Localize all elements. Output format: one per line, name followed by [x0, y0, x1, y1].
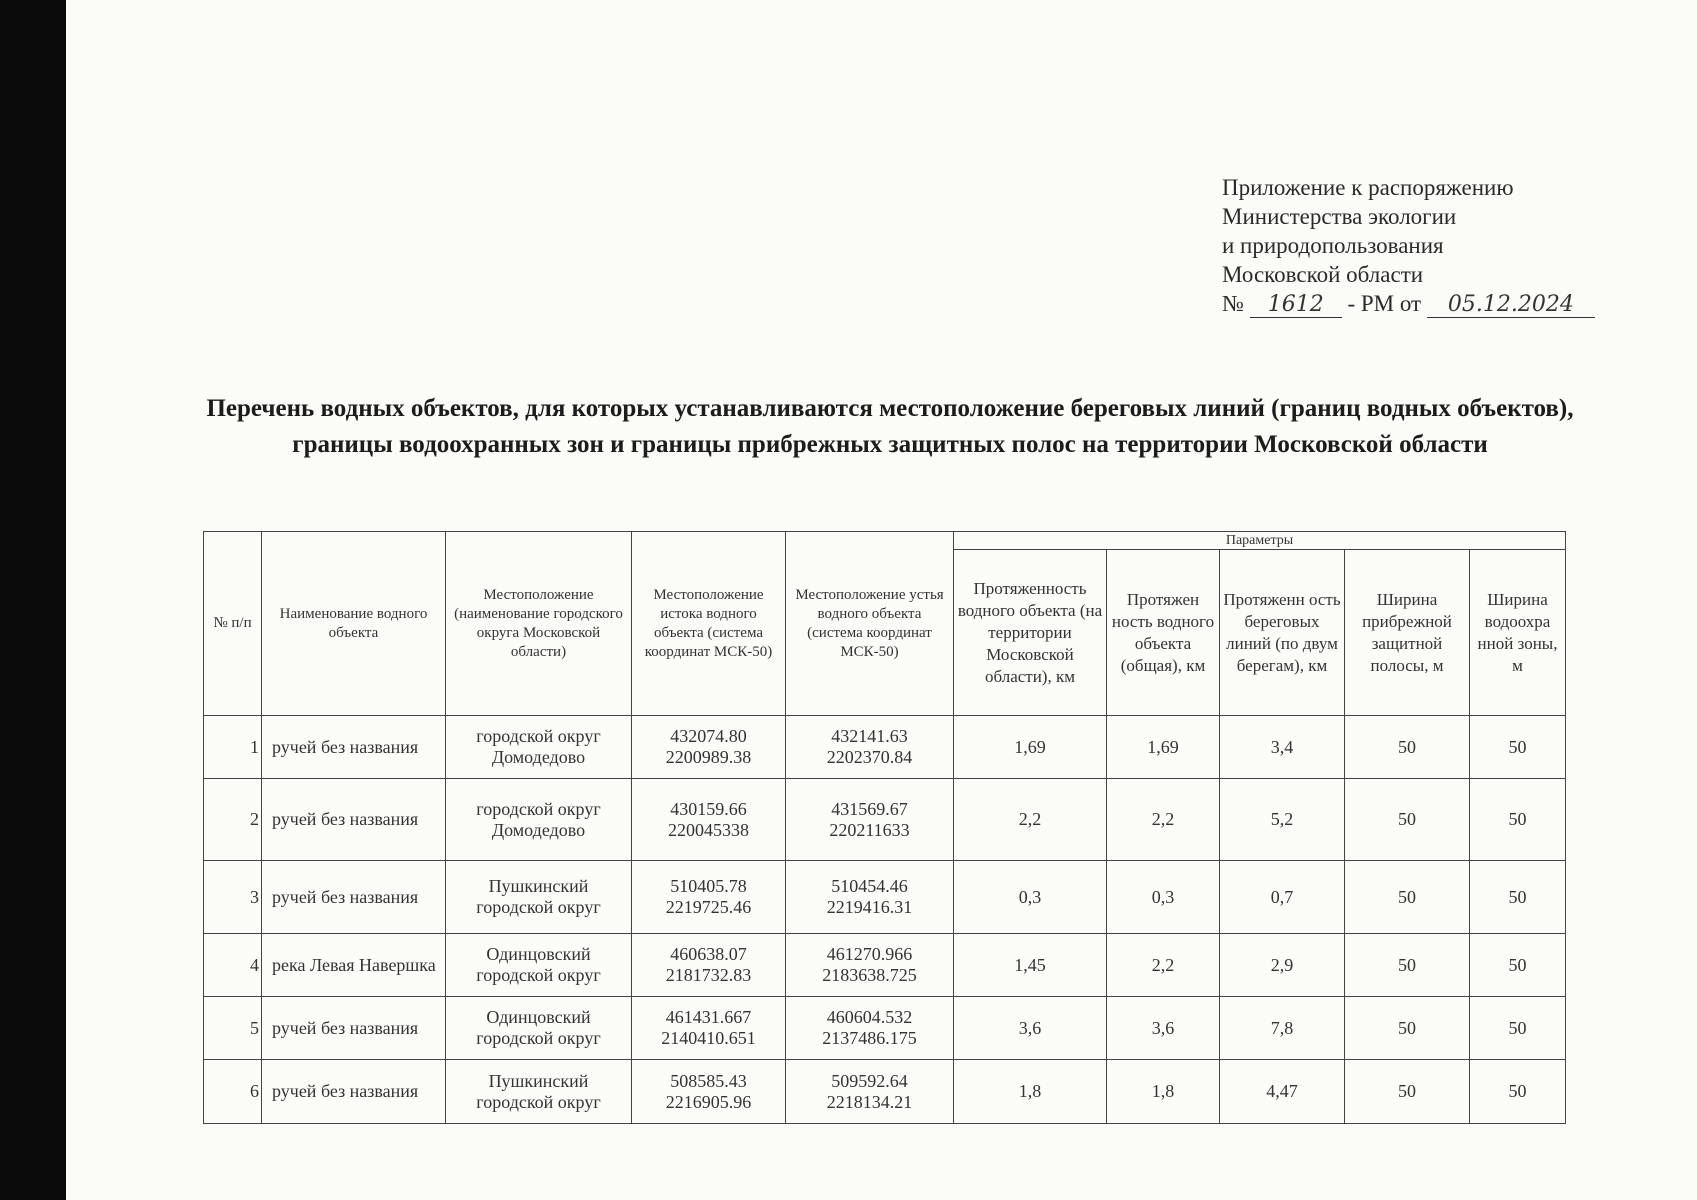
mouth-y: 2218134.21: [826, 1091, 913, 1112]
appendix-line-3: и природопользования: [1222, 233, 1444, 258]
row-location: Одинцовский городской округ: [446, 934, 632, 997]
row-index: 4: [204, 934, 262, 997]
scan-dark-edge: [0, 0, 66, 1200]
mouth-x: 432141.63: [831, 726, 908, 746]
header-name: Наименование водного объекта: [262, 532, 446, 716]
rm-label: - РМ от: [1347, 291, 1422, 316]
mouth-x: 461270.966: [826, 944, 913, 964]
row-index: 5: [204, 997, 262, 1060]
table-row: [204, 716, 1566, 779]
row-index: 2: [204, 779, 262, 861]
row-coastal-strip: 50: [1345, 997, 1470, 1060]
row-source: [632, 861, 786, 934]
row-protection-zone: 50: [1470, 779, 1566, 861]
row-source: [632, 997, 786, 1060]
row-location: Одинцовский городской округ: [446, 997, 632, 1060]
appendix-line-4: Московской области: [1222, 262, 1424, 287]
row-protection-zone: 50: [1470, 997, 1566, 1060]
source-x: 432074.80: [670, 726, 747, 746]
row-shoreline: 2,9: [1220, 934, 1345, 997]
mouth-y: 2202370.84: [826, 747, 913, 767]
appendix-order-line: [1222, 289, 1662, 318]
source-y: 2216905.96: [665, 1091, 752, 1112]
row-shoreline: 3,4: [1220, 716, 1345, 779]
row-index: 3: [204, 861, 262, 934]
row-length-total: 0,3: [1107, 861, 1220, 934]
row-length-total: 1,69: [1107, 716, 1220, 779]
row-length-region: 1,69: [954, 716, 1107, 779]
row-protection-zone: 50: [1470, 1060, 1566, 1124]
source-x: 461431.667: [665, 1007, 752, 1027]
row-length-total: 1,8: [1107, 1060, 1220, 1124]
table-row: [204, 1060, 1566, 1124]
row-location: Пушкинский городской округ: [446, 861, 632, 934]
header-length-region: Протяженность водного объекта (на территории Московской области), км: [954, 550, 1107, 716]
source-y: 2140410.651: [661, 1028, 756, 1048]
number-sign: №: [1222, 291, 1244, 316]
appendix-header: [1222, 173, 1662, 318]
row-location: городской округ Домодедово: [446, 716, 632, 779]
row-coastal-strip: 50: [1345, 861, 1470, 934]
source-x: 510405.78: [670, 876, 747, 896]
table-row: [204, 934, 1566, 997]
header-mouth: Местоположение устья водного объекта (система координат МСК-50): [786, 532, 954, 716]
row-length-total: 2,2: [1107, 934, 1220, 997]
header-protection-zone: Ширина водоохра нной зоны, м: [1470, 550, 1566, 716]
row-length-total: 3,6: [1107, 997, 1220, 1060]
header-length-total: Протяжен ность водного объекта (общая), км: [1107, 550, 1220, 716]
source-y: 2181732.83: [665, 965, 752, 985]
header-shoreline: Протяженн ость береговых линий (по двум берегам), км: [1220, 550, 1345, 716]
mouth-x: 509592.64: [831, 1070, 908, 1091]
table-row: [204, 997, 1566, 1060]
row-source: [632, 934, 786, 997]
row-name: река Левая Навершка: [262, 934, 446, 997]
row-mouth: [786, 716, 954, 779]
row-coastal-strip: 50: [1345, 716, 1470, 779]
row-name: ручей без названия: [262, 861, 446, 934]
row-coastal-strip: 50: [1345, 779, 1470, 861]
source-y: 2219725.46: [665, 897, 752, 917]
source-x: 508585.43: [670, 1070, 747, 1091]
row-index: 6: [204, 1060, 262, 1124]
mouth-y: 2183638.725: [822, 965, 917, 985]
row-index: 1: [204, 716, 262, 779]
row-coastal-strip: 50: [1345, 934, 1470, 997]
row-length-region: 0,3: [954, 861, 1107, 934]
row-name: ручей без названия: [262, 1060, 446, 1124]
row-coastal-strip: 50: [1345, 1060, 1470, 1124]
row-shoreline: 5,2: [1220, 779, 1345, 861]
row-mouth: [786, 934, 954, 997]
row-name: ручей без названия: [262, 716, 446, 779]
row-mouth: [786, 997, 954, 1060]
document-title: Перечень водных объектов, для которых устанавливаются местоположение береговых линий (границ водных объектов), границы водоохранных зон и границы прибрежных защитных полос на территории Московской области: [206, 395, 1574, 458]
row-protection-zone: 50: [1470, 716, 1566, 779]
header-source: Местоположение истока водного объекта (система координат МСК-50): [632, 532, 786, 716]
row-length-region: 1,45: [954, 934, 1107, 997]
header-parameters: Параметры: [954, 532, 1566, 550]
water-objects-table: [203, 531, 1566, 1124]
source-x: 430159.66: [670, 798, 747, 819]
table-row: [204, 861, 1566, 934]
handwritten-order-number: 1612: [1250, 293, 1342, 318]
row-location: Пушкинский городской округ: [446, 1060, 632, 1124]
row-protection-zone: 50: [1470, 861, 1566, 934]
row-name: ручей без названия: [262, 779, 446, 861]
row-length-total: 2,2: [1107, 779, 1220, 861]
mouth-x: 460604.532: [826, 1007, 913, 1027]
table-row: [204, 779, 1566, 861]
row-source: [632, 716, 786, 779]
row-shoreline: 0,7: [1220, 861, 1345, 934]
source-y: 2200989.38: [665, 747, 752, 767]
row-mouth: [786, 1060, 954, 1124]
row-name: ручей без названия: [262, 997, 446, 1060]
row-location: городской округ Домодедово: [446, 779, 632, 861]
appendix-line-1: Приложение к распоряжению: [1222, 175, 1514, 200]
row-mouth: [786, 779, 954, 861]
row-mouth: [786, 861, 954, 934]
header-row-top: [204, 532, 1566, 550]
header-location: Местоположение (наименование городского округа Московской области): [446, 532, 632, 716]
row-shoreline: 4,47: [1220, 1060, 1345, 1124]
mouth-y: 2219416.31: [826, 897, 913, 917]
mouth-y: 220211633: [829, 819, 910, 840]
row-source: [632, 1060, 786, 1124]
row-length-region: 1,8: [954, 1060, 1107, 1124]
source-x: 460638.07: [670, 944, 747, 964]
appendix-line-2: Министерства экологии: [1222, 204, 1457, 229]
source-y: 220045338: [668, 819, 749, 840]
row-length-region: 2,2: [954, 779, 1107, 861]
header-coastal-strip: Ширина прибрежной защитной полосы, м: [1345, 550, 1470, 716]
row-shoreline: 7,8: [1220, 997, 1345, 1060]
handwritten-order-date: 05.12.2024: [1427, 293, 1595, 318]
row-source: [632, 779, 786, 861]
row-length-region: 3,6: [954, 997, 1107, 1060]
mouth-y: 2137486.175: [822, 1028, 917, 1048]
header-index: № п/п: [204, 532, 262, 716]
mouth-x: 431569.67: [831, 798, 908, 819]
mouth-x: 510454.46: [831, 876, 908, 896]
row-protection-zone: 50: [1470, 934, 1566, 997]
